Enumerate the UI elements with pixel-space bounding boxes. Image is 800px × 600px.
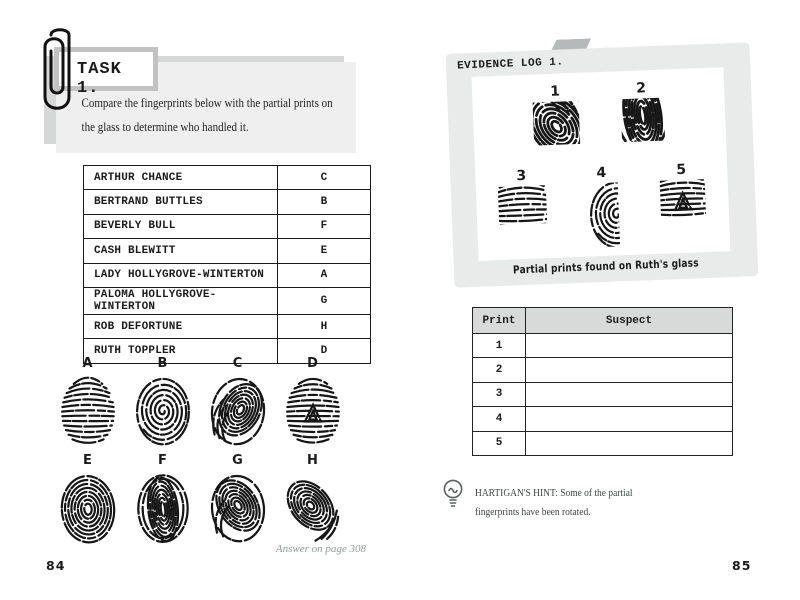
suspect-letter: H xyxy=(278,314,371,338)
match-table-header-row xyxy=(473,308,733,334)
suspect-row xyxy=(84,287,371,314)
fingerprint-item-F xyxy=(125,453,200,545)
suspect-answer-cell[interactable] xyxy=(526,358,733,382)
suspect-name: CASH BLEWITT xyxy=(84,239,278,263)
partial-print-item-3 xyxy=(494,167,550,225)
fingerprint-label: C xyxy=(232,356,243,371)
hint-text xyxy=(475,478,699,521)
match-print-number: 1 xyxy=(473,334,526,358)
partial-print-1-icon xyxy=(533,101,581,146)
suspect-name: LADY HOLLYGROVE-WINTERTON xyxy=(84,263,278,287)
suspect-letter: B xyxy=(278,190,371,214)
fingerprint-label: B xyxy=(157,356,168,371)
fingerprint-C-icon xyxy=(207,374,269,448)
evidence-log-title: EVIDENCE LOG 1. xyxy=(456,56,564,73)
evidence-log-card xyxy=(446,42,759,287)
suspect-row xyxy=(84,214,371,238)
match-row xyxy=(473,382,733,406)
fingerprint-H-icon xyxy=(282,471,344,545)
partial-print-3-icon xyxy=(498,185,547,225)
fingerprint-D-icon xyxy=(282,374,344,448)
fingerprint-item-H xyxy=(275,453,350,545)
instruction-line-1: Compare the fingerprints below with the partial prints on xyxy=(81,96,333,110)
suspect-list-table xyxy=(83,165,371,364)
hint-block xyxy=(440,478,735,521)
partial-print-4-icon xyxy=(586,182,619,247)
partial-print-2-icon xyxy=(620,98,665,143)
partial-print-item-4 xyxy=(574,164,631,248)
match-row xyxy=(473,358,733,382)
fingerprint-B-icon xyxy=(132,374,194,448)
lightbulb-icon xyxy=(440,478,466,510)
answer-note: Answer on page 308 xyxy=(275,543,366,555)
suspect-answer-cell[interactable] xyxy=(526,431,733,455)
suspect-answer-cell[interactable] xyxy=(526,382,733,406)
match-print-number: 4 xyxy=(473,407,526,431)
fingerprint-A-icon xyxy=(57,374,119,448)
suspect-row xyxy=(84,166,371,190)
fingerprint-label: E xyxy=(83,453,92,468)
fingerprint-label: A xyxy=(82,356,93,371)
paperclip-icon xyxy=(39,25,77,119)
page-number-right: 85 xyxy=(732,558,752,573)
partial-print-item-1 xyxy=(528,83,584,146)
partial-print-label: 3 xyxy=(516,167,527,185)
partial-print-label: 4 xyxy=(596,164,607,182)
partial-print-item-5 xyxy=(654,161,710,218)
evidence-card-body xyxy=(446,42,759,287)
fingerprint-label: D xyxy=(307,356,318,371)
suspect-row xyxy=(84,314,371,338)
fingerprint-item-A xyxy=(50,356,125,448)
suspect-letter: E xyxy=(278,239,371,263)
fingerprint-label: G xyxy=(232,453,243,468)
fingerprint-label: H xyxy=(307,453,318,468)
fingerprint-item-B xyxy=(125,356,200,448)
suspect-name: BERTRAND BUTTLES xyxy=(84,190,278,214)
suspect-letter: G xyxy=(278,287,371,314)
match-print-number: 3 xyxy=(473,382,526,406)
evidence-caption: Partial prints found on Ruth's glass xyxy=(512,256,699,277)
fingerprint-item-C xyxy=(200,356,275,448)
fingerprint-item-D xyxy=(275,356,350,448)
suspect-letter: D xyxy=(278,339,371,363)
suspect-answer-cell[interactable] xyxy=(526,334,733,358)
fingerprint-label: F xyxy=(158,453,167,468)
evidence-prints-panel xyxy=(472,67,731,261)
suspect-answer-cell[interactable] xyxy=(526,407,733,431)
suspect-row xyxy=(84,190,371,214)
match-print-number: 2 xyxy=(473,358,526,382)
match-print-number: 5 xyxy=(473,431,526,455)
fingerprint-item-G xyxy=(200,453,275,545)
match-row xyxy=(473,407,733,431)
partial-print-item-2 xyxy=(614,79,670,142)
fingerprint-row-2 xyxy=(50,453,352,545)
instruction-line-2: the glass to determine who handled it. xyxy=(81,120,249,134)
partial-print-label: 2 xyxy=(635,80,647,97)
suspect-name: BEVERLY BULL xyxy=(84,214,278,238)
partial-prints-row-2 xyxy=(475,160,730,252)
task-title: TASK 1. xyxy=(77,60,122,98)
print-suspect-table xyxy=(472,307,733,456)
match-header-print: Print xyxy=(473,308,526,334)
suspect-row xyxy=(84,239,371,263)
partial-prints-row-1 xyxy=(472,77,726,148)
fingerprint-item-E xyxy=(50,453,125,545)
suspect-name: RUTH TOPPLER xyxy=(84,339,278,363)
hint-line-2: fingerprints have been rotated. xyxy=(475,505,591,518)
match-header-suspect: Suspect xyxy=(526,308,733,334)
suspect-name: ARTHUR CHANCE xyxy=(84,166,278,190)
match-row xyxy=(473,431,733,455)
partial-print-5-icon xyxy=(659,179,705,218)
page-number-left: 84 xyxy=(46,558,66,573)
partial-print-label: 1 xyxy=(549,83,561,100)
suspect-letter: F xyxy=(278,214,371,238)
hint-line-1: HARTIGAN'S HINT: Some of the partial xyxy=(475,487,633,499)
suspect-name: PALOMA HOLLYGROVE-WINTERTON xyxy=(84,287,278,314)
match-row xyxy=(473,334,733,358)
fingerprint-row-1 xyxy=(50,356,352,448)
suspect-name: ROB DEFORTUNE xyxy=(84,314,278,338)
fingerprint-G-icon xyxy=(207,471,269,545)
fingerprint-F-icon xyxy=(132,471,194,545)
suspect-letter: A xyxy=(278,263,371,287)
fingerprint-E-icon xyxy=(57,471,119,545)
partial-print-label: 5 xyxy=(676,161,687,179)
suspect-row xyxy=(84,263,371,287)
suspect-letter: C xyxy=(278,166,371,190)
